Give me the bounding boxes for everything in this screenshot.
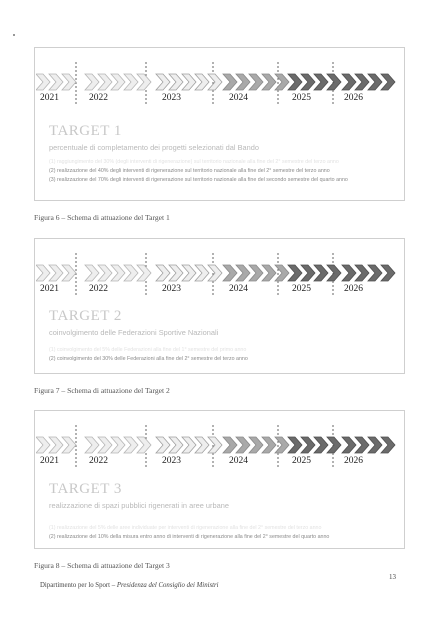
target-subtitle: realizzazione di spazi pubblici rigenerati in aree urbane [49,501,229,510]
timeline-chevron [275,265,289,281]
timeline-chevron [301,265,315,281]
timeline-chevron [62,74,76,90]
timeline-chevron [381,437,395,453]
timeline-chevron [314,437,328,453]
timeline-chevron [208,74,222,90]
year-label-2025: 2025 [292,456,311,466]
timeline-chevron [223,437,237,453]
timeline-chevron [368,265,382,281]
target-title: TARGET 1 [49,123,122,139]
year-label-2025: 2025 [292,284,311,294]
timeline-chevron [182,265,196,281]
timeline-chevron [169,437,183,453]
timeline-chevron [124,437,138,453]
target-title: TARGET 2 [49,308,122,324]
timeline-chevron [208,437,222,453]
timeline-chevron [314,74,328,90]
timeline-chevron [36,74,50,90]
year-label-2023: 2023 [162,93,181,103]
timeline-chevron [275,437,289,453]
footer-presidency: Presidenza del Consiglio dei Ministri [116,582,219,589]
timeline-chevron [236,74,250,90]
timeline-chevron [355,437,369,453]
timeline-chevron [137,437,151,453]
timeline-chevron [327,265,341,281]
footer-separator: – [110,582,117,589]
timeline-chevron [182,437,196,453]
year-label-2026: 2026 [344,456,363,466]
timeline-chevron [355,74,369,90]
timeline-chevron [85,74,99,90]
figure-caption-7: Figura 7 – Schema di attuazione del Target 2 [34,386,170,395]
target-subtitle: coinvolgimento delle Federazioni Sportive Nazionali [49,328,219,337]
timeline-chevron [368,437,382,453]
timeline-chevron [368,74,382,90]
year-label-2026: 2026 [344,284,363,294]
timeline-chevron [182,74,196,90]
target-3-panel [34,410,405,549]
timeline-chevron [111,265,125,281]
timeline-chevron [208,265,222,281]
scan-dot [13,34,15,36]
timeline-chevron [85,437,99,453]
milestone-1: (1) coinvolgimento del 5% delle Federazioni alla fine del 1° semestre del primo anno [49,347,247,353]
page-number: 13 [389,573,396,581]
milestone-2: (2) realizzazione del 40% degli interventi di rigenerazione sul territorio nazionale alla fine del 2° semestre del terzo anno [49,168,330,174]
timeline-chevron [355,265,369,281]
year-label-2021: 2021 [40,284,59,294]
timeline-chevron [124,265,138,281]
timeline-chevron [124,74,138,90]
timeline-chevron [262,437,276,453]
timeline-chevron [236,265,250,281]
timeline-chevron [249,74,263,90]
timeline [36,411,403,471]
timeline-chevron [137,265,151,281]
year-label-2021: 2021 [40,456,59,466]
milestone-1: (1) realizzazione del 5% delle aree individuate per interventi di rigenerazione alla fine del 2° semestre del terzo anno [49,525,322,531]
timeline-chevron [342,74,356,90]
timeline-chevron [301,74,315,90]
year-label-2023: 2023 [162,456,181,466]
timeline-chevron [301,437,315,453]
timeline-chevron [327,74,341,90]
year-label-2026: 2026 [344,93,363,103]
timeline-chevron [262,74,276,90]
timeline-chevron [342,265,356,281]
year-label-2024: 2024 [229,456,248,466]
target-subtitle: percentuale di completamento dei progetti selezionati dal Bando [49,143,259,152]
timeline-chevron [111,74,125,90]
timeline-chevron [156,437,170,453]
timeline-chevron [314,265,328,281]
timeline-chevron [275,74,289,90]
year-label-2023: 2023 [162,284,181,294]
year-label-2024: 2024 [229,284,248,294]
timeline-chevron [137,74,151,90]
year-label-2022: 2022 [89,284,108,294]
timeline-chevron [36,437,50,453]
timeline-chevron [195,265,209,281]
milestone-2: (2) realizzazione del 10% della misura entro anno di interventi di rigenerazione alla fine del 2° semestre del quarto anno [49,534,330,540]
timeline-chevron [49,437,63,453]
year-label-2024: 2024 [229,93,248,103]
timeline-chevron [98,265,112,281]
timeline-chevron [49,74,63,90]
timeline-chevron [223,74,237,90]
year-label-2025: 2025 [292,93,311,103]
timeline-chevron [62,437,76,453]
milestone-3: (3) realizzazione del 70% degli interventi di rigenerazione sul territorio nazionale alla fine del secondo semestre del quarto anno [49,177,348,183]
timeline-chevron [288,437,302,453]
timeline-chevron [85,265,99,281]
timeline-chevron [195,74,209,90]
figure-caption-8: Figura 8 – Schema di attuazione del Target 3 [34,561,170,570]
timeline-chevron [381,265,395,281]
target-title: TARGET 3 [49,481,122,497]
timeline-chevron [342,437,356,453]
timeline-chevron [111,437,125,453]
timeline-chevron [381,74,395,90]
year-label-2021: 2021 [40,93,59,103]
year-label-2022: 2022 [89,456,108,466]
page-footer [40,582,219,589]
timeline [36,48,403,108]
timeline-chevron [156,265,170,281]
footer-department: Dipartimento per lo Sport [40,582,111,589]
timeline-chevron [195,437,209,453]
target-1-panel [34,47,405,201]
year-label-2022: 2022 [89,93,108,103]
timeline-chevron [327,437,341,453]
timeline-chevron [262,265,276,281]
timeline-chevron [288,265,302,281]
timeline-chevron [98,437,112,453]
target-2-panel [34,238,405,374]
milestone-2: (2) coinvolgimento del 30% delle Federazioni alla fine del 2° semestre del terzo anno [49,356,248,362]
timeline-chevron [169,265,183,281]
timeline [36,239,403,299]
timeline-chevron [169,74,183,90]
timeline-chevron [98,74,112,90]
milestone-1: (1) raggiungimento del 30% (degli interventi di rigenerazione) sul territorio nazionale alla fine del 2° semestre del terzo anno [49,159,339,165]
timeline-chevron [62,265,76,281]
timeline-chevron [249,265,263,281]
figure-caption-6: Figura 6 – Schema di attuazione del Target 1 [34,213,170,222]
timeline-chevron [49,265,63,281]
timeline-chevron [36,265,50,281]
timeline-chevron [223,265,237,281]
timeline-chevron [288,74,302,90]
timeline-chevron [156,74,170,90]
timeline-chevron [249,437,263,453]
timeline-chevron [236,437,250,453]
